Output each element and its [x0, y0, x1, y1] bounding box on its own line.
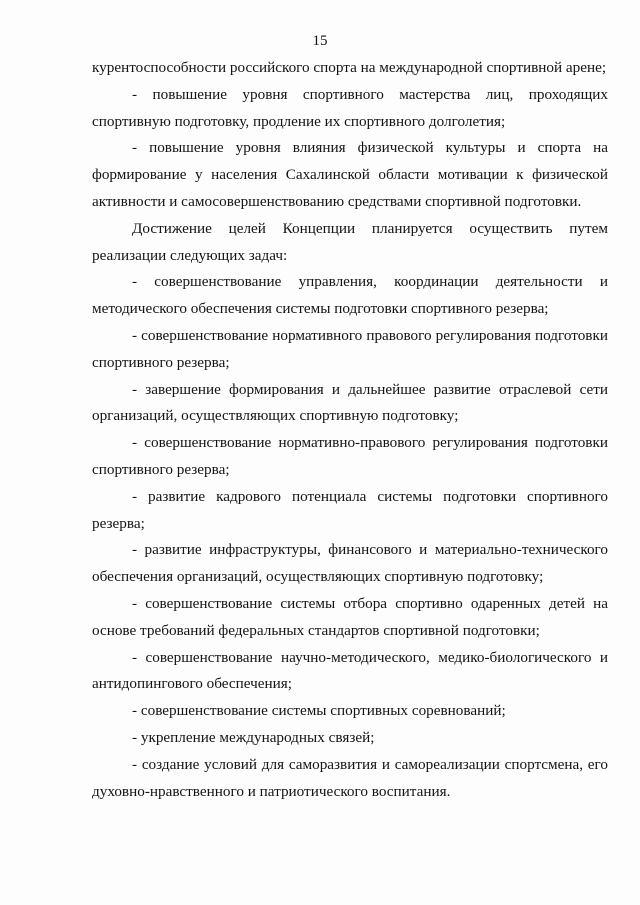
paragraph-5: - совершенствование управления, координации деятельности и методического обеспечения системы подготовки спортивного резерва;: [92, 273, 608, 318]
page-number: 15: [312, 33, 328, 49]
paragraph-11: - совершенствование системы отбора спортивно одаренных детей на основе требований федеральных стандартов спортивной подготовки;: [92, 594, 608, 639]
paragraph-6: - совершенствование нормативного правового регулирования подготовки спортивного резерва;: [92, 326, 608, 371]
paragraph-9: - развитие кадрового потенциала системы подготовки спортивного резерва;: [92, 487, 608, 532]
paragraph-8: - совершенствование нормативно-правового регулирования подготовки спортивного резерва;: [92, 434, 608, 478]
body-text: [92, 55, 608, 805]
paragraph-15: - создание условий для саморазвития и самореализации спортсмена, его духовно-нравственного и патриотического воспитания.: [92, 755, 608, 800]
paragraph-13: - совершенствование системы спортивных соревнований;: [132, 702, 506, 720]
paragraph-14: - укрепление международных связей;: [132, 728, 375, 746]
paragraph-7: - завершение формирования и дальнейшее развитие отраслевой сети организаций, осуществляющих спортивную подготовку;: [92, 380, 608, 425]
paragraph-10: - развитие инфраструктуры, финансового и материально-технического обеспечения организаций, осуществляющих спортивную подготовку;: [92, 541, 608, 586]
paragraph-3: - повышение уровня влияния физической культуры и спорта на формирование у населения Сахалинской области мотивации к физической активности и самосовершенствованию средствами спортивной подготовки.: [92, 139, 608, 210]
paragraph-4: Достижение целей Концепции планируется осуществить путем реализации следующих задач:: [92, 219, 608, 264]
paragraph-12: - совершенствование научно-методического, медико-биологического и антидопингового обеспечения;: [92, 648, 608, 693]
paragraph-1: курентоспособности российского спорта на международной спортивной арене;: [92, 59, 607, 76]
paragraph-2: - повышение уровня спортивного мастерства лиц, проходящих спортивную подготовку, продление их спортивного долголетия;: [92, 85, 608, 130]
